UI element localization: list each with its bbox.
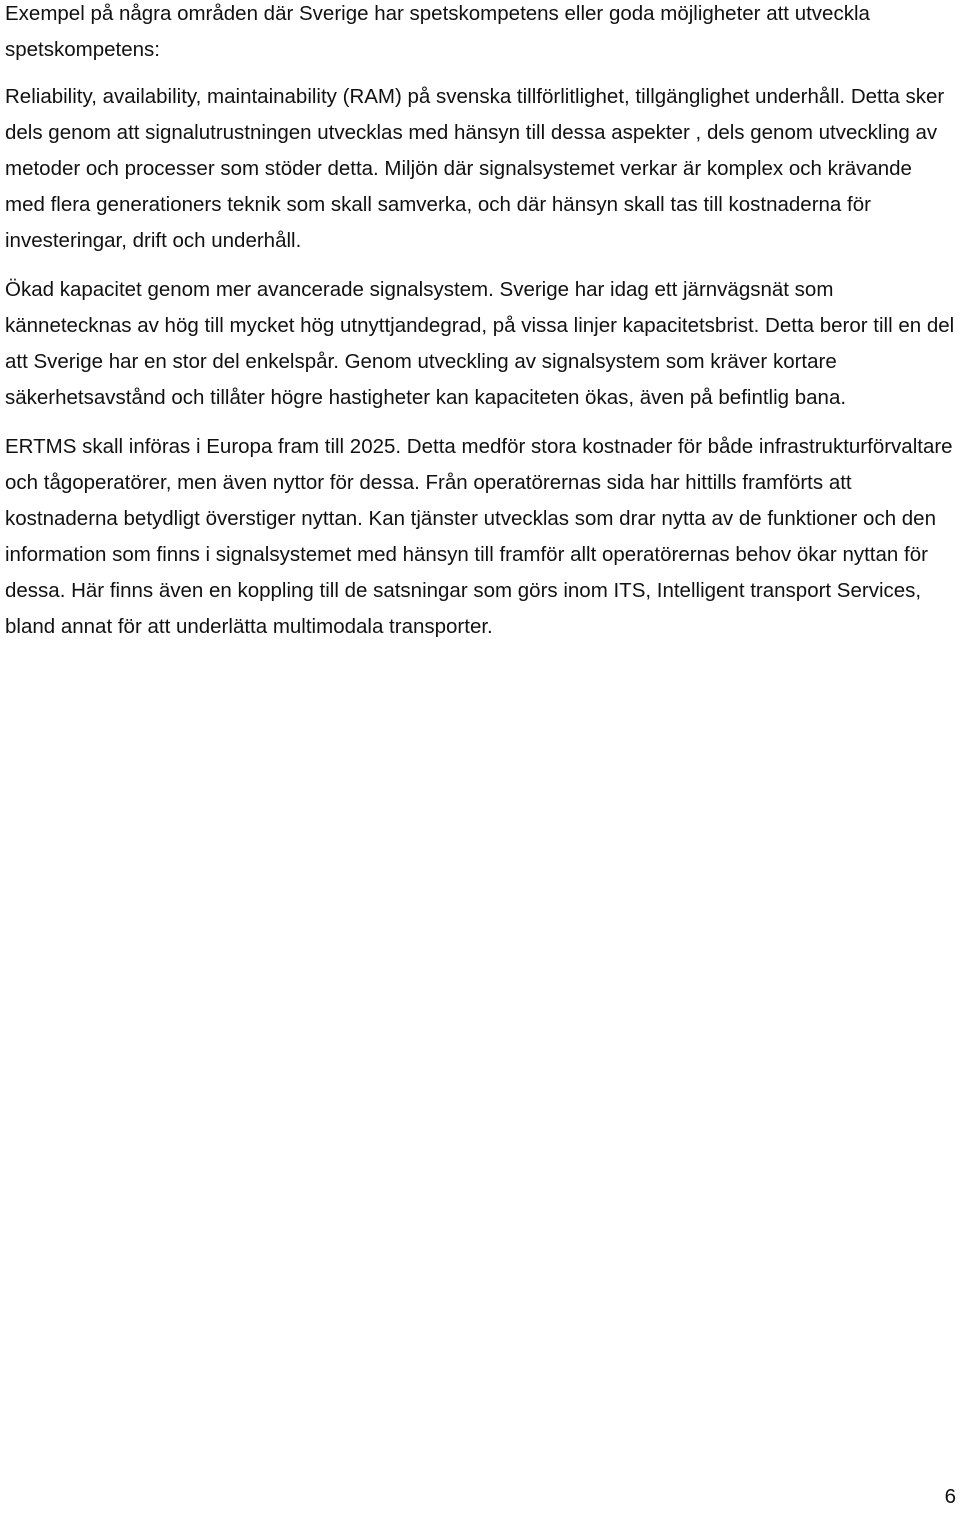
- document-body: [5, 0, 955, 645]
- ertms-paragraph: ERTMS skall införas i Europa fram till 2025. Detta medför stora kostnader för både infrastrukturförvaltare och tågoperatörer, men även nyttor för dessa. Från operatörernas sida har hittills framförts att kostnaderna betydligt överstiger nyttan. Kan tjänster utvecklas som drar nytta av de funktioner och den information som finns i signalsystemet med hänsyn till framför allt operatörernas behov ökar nyttan för dessa. Här finns även en koppling till de satsningar som görs inom ITS, Intelligent transport Services, bland annat för att underlätta multimodala transporter.: [5, 435, 953, 638]
- page-number: 6: [944, 1485, 956, 1508]
- intro-paragraph: Exempel på några områden där Sverige har spetskompetens eller goda möjligheter att utveckla spetskompetens:: [5, 2, 870, 61]
- ram-paragraph: Reliability, availability, maintainability (RAM) på svenska tillförlitlighet, tillgänglighet underhåll. Detta sker dels genom att signalutrustningen utvecklas med hänsyn till dessa aspekter , dels genom utveckling av metoder och processer som stöder detta. Miljön där signalsystemet verkar är komplex och krävande med flera generationers teknik som skall samverka, och där hänsyn skall tas till kostnaderna för investeringar, drift och underhåll.: [5, 85, 945, 252]
- capacity-paragraph: Ökad kapacitet genom mer avancerade signalsystem. Sverige har idag ett järnvägsnät som kännetecknas av hög till mycket hög utnyttjandegrad, på vissa linjer kapacitetsbrist. Detta beror till en del att Sverige har en stor del enkelspår. Genom utveckling av signalsystem som kräver kortare säkerhetsavstånd och tillåter högre hastigheter kan kapaciteten ökas, även på befintlig bana.: [5, 278, 955, 409]
